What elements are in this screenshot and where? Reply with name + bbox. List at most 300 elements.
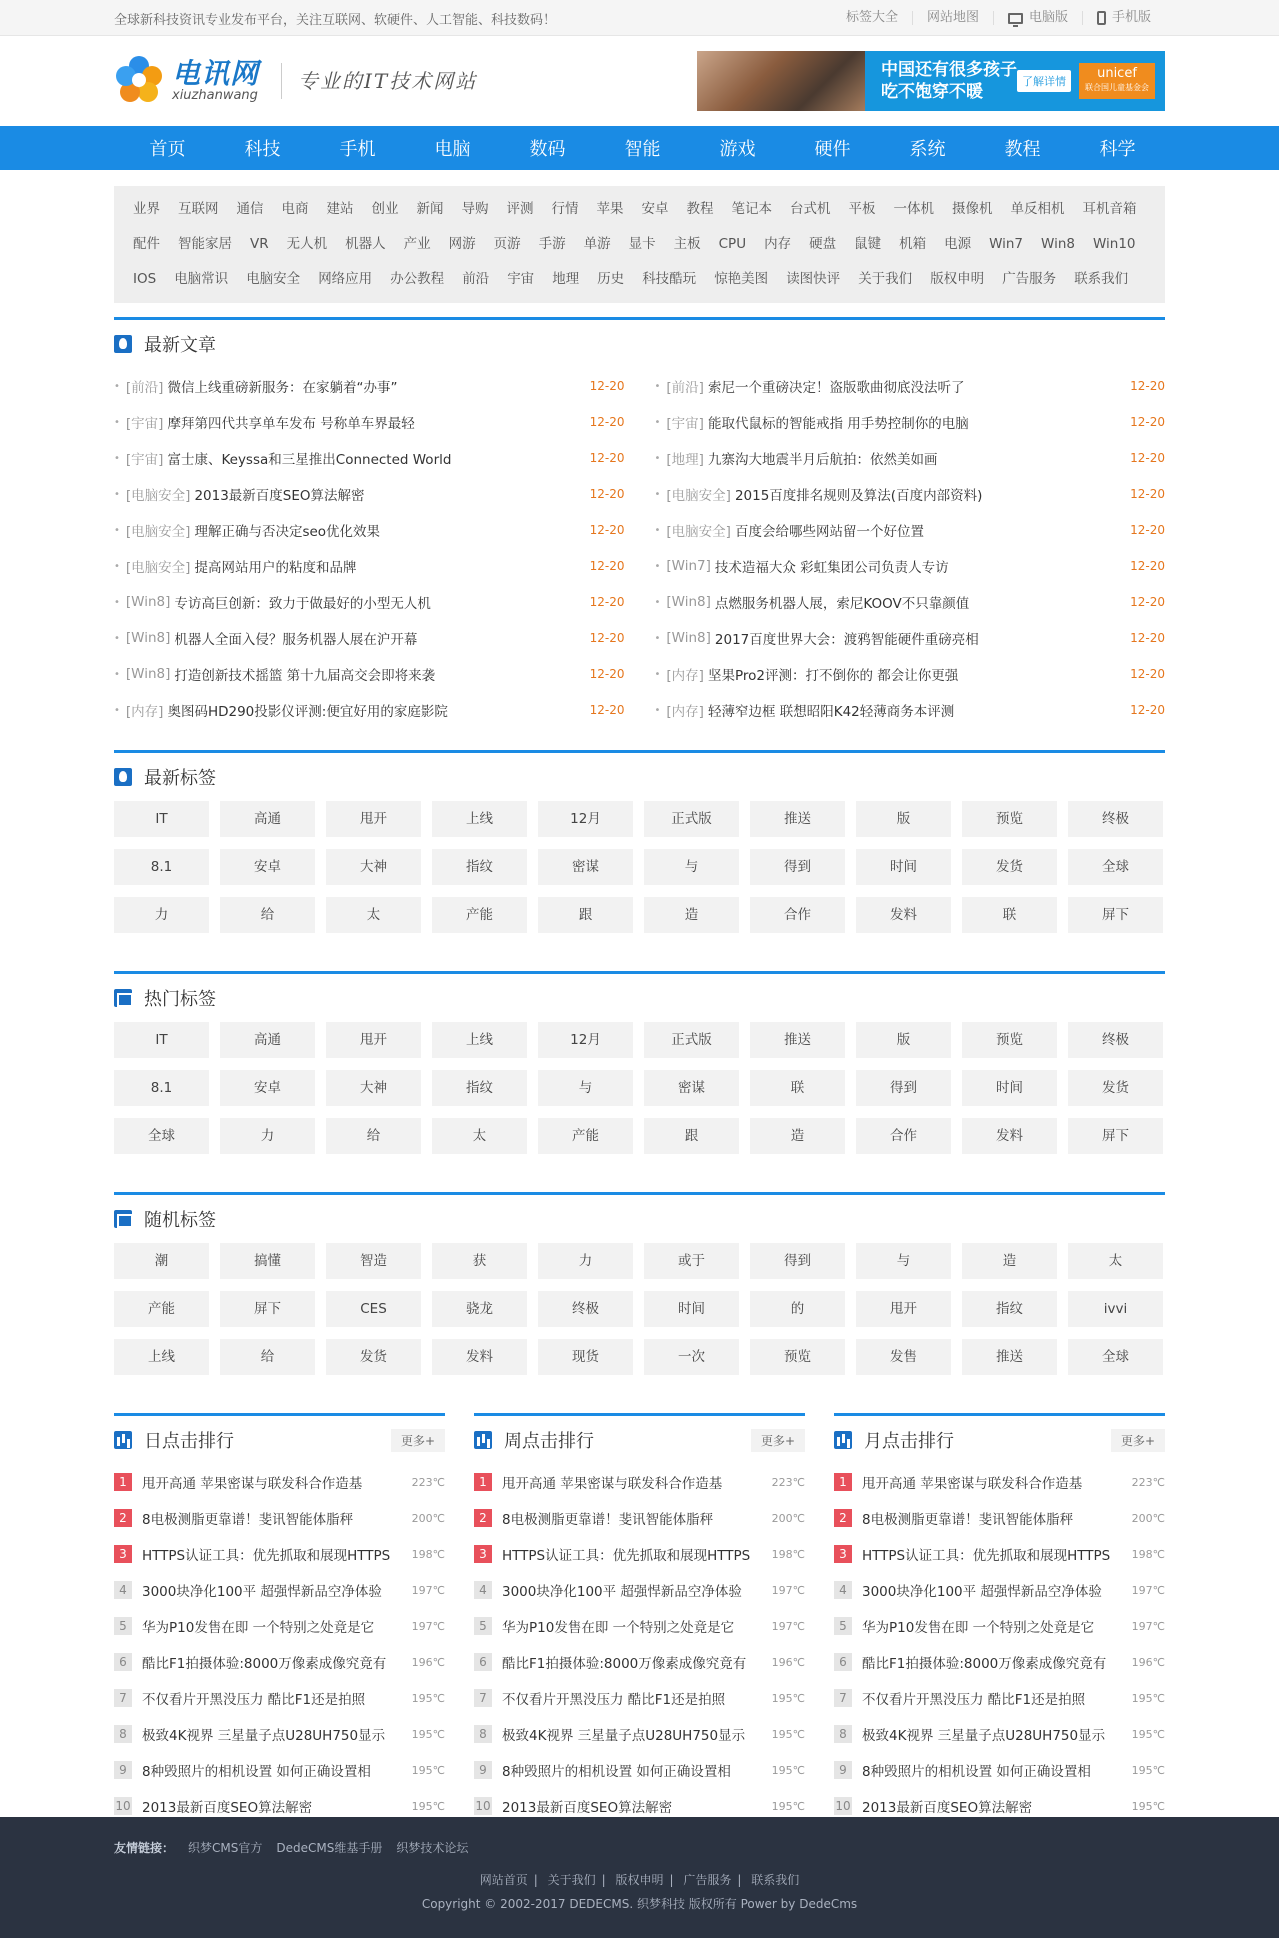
ad-banner[interactable] [697,51,1165,111]
tag-button[interactable]: 指纹 [962,1291,1057,1327]
article-category[interactable]: [电脑安全] [125,560,191,576]
article-title[interactable]: 专访高巨创新：致力于做最好的小型无人机 [174,596,431,612]
tag-button[interactable]: 一次 [644,1339,739,1375]
ranking-item[interactable] [114,1572,445,1608]
tag-button[interactable]: 终极 [1068,801,1163,837]
category-link[interactable]: 机器人 [345,236,386,252]
tag-button[interactable]: 造 [644,897,739,933]
ranking-item-title[interactable]: 8种毁照片的相机设置 如何正确设置相 [862,1764,1091,1780]
category-link[interactable]: 网游 [448,236,476,252]
category-link[interactable]: 页游 [493,236,521,252]
ranking-item[interactable] [474,1572,805,1608]
tag-button[interactable]: 发货 [326,1339,421,1375]
tag-button[interactable]: 与 [644,849,739,885]
mobile-version-label[interactable]: 手机版 [1111,10,1151,25]
tag-button[interactable]: 甩开 [326,1022,421,1058]
tag-button[interactable]: 指纹 [432,849,527,885]
category-link[interactable]: 电脑常识 [174,271,229,287]
tag-button[interactable]: 力 [538,1243,633,1279]
category-link[interactable]: 显卡 [628,236,656,252]
article-title[interactable]: 提高网站用户的粘度和品牌 [194,560,357,576]
friend-link[interactable]: DedeCMS维基手册 [276,1841,383,1855]
tag-button[interactable]: 联 [962,897,1057,933]
tag-button[interactable]: 大神 [326,849,421,885]
tag-button[interactable]: 发料 [432,1339,527,1375]
category-link[interactable]: 鼠键 [854,236,882,252]
category-link[interactable]: Win8 [1041,236,1075,252]
article-item[interactable] [655,584,1166,620]
category-link[interactable]: 办公教程 [390,271,445,287]
category-link[interactable]: 创业 [371,201,399,217]
article-category[interactable]: [Win8] [125,666,171,682]
category-link[interactable]: 导购 [461,201,489,217]
tag-button[interactable]: ivvi [1068,1291,1163,1327]
ranking-item-title[interactable]: 华为P10发售在即 一个特别之处竟是它 [862,1620,1095,1636]
article-category[interactable]: [内存] [666,668,704,684]
ranking-item[interactable] [474,1716,805,1752]
article-title[interactable]: 机器人全面入侵？服务机器人展在沪开幕 [174,632,418,648]
tag-button[interactable]: 高通 [220,1022,315,1058]
tag-button[interactable]: 全球 [1068,849,1163,885]
footer-link[interactable]: 关于我们 [547,1873,596,1887]
category-link[interactable]: 机箱 [899,236,927,252]
ranking-item-title[interactable]: 不仅看片开黑没压力 酷比F1还是拍照 [142,1692,366,1708]
ranking-item-title[interactable]: 华为P10发售在即 一个特别之处竟是它 [502,1620,735,1636]
article-item[interactable] [114,692,625,728]
ranking-item-title[interactable]: 甩开高通 苹果密谋与联发科合作造基 [862,1476,1083,1492]
article-category[interactable]: [宇宙] [125,452,164,468]
category-link[interactable]: 网络应用 [318,271,373,287]
category-link[interactable]: 业界 [133,201,160,217]
tag-button[interactable]: 发料 [856,897,951,933]
ranking-item[interactable] [114,1752,445,1788]
footer-link[interactable]: 广告服务 [683,1873,732,1887]
category-link[interactable]: 台式机 [790,201,831,217]
tag-button[interactable]: 密谋 [538,849,633,885]
ranking-item[interactable] [114,1608,445,1644]
article-item[interactable] [655,368,1166,404]
article-title[interactable]: 点燃服务机器人展，索尼KOOV不只靠颜值 [714,596,970,612]
more-button[interactable]: 更多+ [751,1429,805,1452]
article-item[interactable] [655,404,1166,440]
tag-button[interactable]: 屏下 [1068,1118,1163,1154]
category-link[interactable]: 建站 [326,201,354,217]
category-link[interactable]: 产业 [403,236,431,252]
category-link[interactable]: 平板 [848,201,876,217]
category-link[interactable]: CPU [718,236,747,252]
article-item[interactable] [655,476,1166,512]
ranking-item[interactable] [834,1608,1165,1644]
category-link[interactable]: VR [250,236,269,252]
tag-button[interactable]: 潮 [114,1243,209,1279]
ranking-item[interactable] [114,1536,445,1572]
article-category[interactable]: [电脑安全] [125,524,191,540]
article-item[interactable] [655,440,1166,476]
category-link[interactable]: 单反相机 [1010,201,1065,217]
tag-button[interactable]: 力 [114,897,209,933]
ranking-item-title[interactable]: 极致4K视界 三星量子点U28UH750显示 [502,1728,746,1744]
category-link[interactable]: 读图快评 [786,271,841,287]
article-category[interactable]: [内存] [666,704,704,720]
tag-button[interactable]: 版 [856,801,951,837]
ranking-item-title[interactable]: 不仅看片开黑没压力 酷比F1还是拍照 [502,1692,726,1708]
ranking-item-title[interactable]: HTTPS认证工具：优先抓取和展现HTTPS [502,1548,751,1564]
tag-button[interactable]: 造 [962,1243,1057,1279]
category-link[interactable]: 地理 [552,271,580,287]
category-link[interactable]: 手游 [538,236,566,252]
ranking-item-title[interactable]: 2013最新百度SEO算法解密 [142,1800,313,1816]
article-title[interactable]: 打造创新技术摇篮 第十九届高交会即将来袭 [174,668,436,684]
category-link[interactable]: 互联网 [178,201,219,217]
tag-button[interactable]: 12月 [538,801,633,837]
article-category[interactable]: [电脑安全] [125,488,191,504]
tag-button[interactable]: 全球 [114,1118,209,1154]
tag-button[interactable]: 得到 [856,1070,951,1106]
heat-value: 195℃ [411,1727,445,1741]
category-link[interactable]: 配件 [133,236,160,252]
tag-button[interactable]: 8.1 [114,1070,209,1106]
tag-button[interactable]: 得到 [750,1243,845,1279]
tag-button[interactable]: 发售 [856,1339,951,1375]
tag-button[interactable]: 12月 [538,1022,633,1058]
article-category[interactable]: [地理] [666,452,704,468]
footer-link[interactable]: 联系我们 [751,1873,800,1887]
nav-item[interactable]: 手机 [339,139,376,160]
tag-button[interactable]: IT [114,1022,209,1058]
article-item[interactable] [655,692,1166,728]
ranking-item[interactable] [114,1716,445,1752]
tag-index-link[interactable] [832,11,912,25]
tag-button[interactable]: 智造 [326,1243,421,1279]
article-category[interactable]: [Win8] [125,630,171,646]
article-title[interactable]: 富士康、Keyssa和三星推出Connected World [167,452,452,468]
tag-button[interactable]: 大神 [326,1070,421,1106]
book-icon [114,989,132,1007]
tag-button[interactable]: 发货 [962,849,1057,885]
ranking-item-title[interactable]: 2013最新百度SEO算法解密 [502,1800,673,1816]
ranking-item-title[interactable]: 8电极测脂更靠谱！斐讯智能体脂秤 [142,1512,354,1528]
ranking-item-title[interactable]: 8种毁照片的相机设置 如何正确设置相 [142,1764,371,1780]
article-category[interactable]: [电脑安全] [666,488,731,504]
category-link[interactable]: 硬盘 [809,236,837,252]
category-link[interactable]: 一体机 [893,201,934,217]
article-title[interactable]: 摩拜第四代共享单车发布 号称单车界最轻 [167,416,415,432]
tag-button[interactable]: 给 [220,897,315,933]
category-link[interactable]: 联系我们 [1074,271,1129,287]
ranking-item[interactable] [114,1464,445,1500]
tag-button[interactable]: 联 [750,1070,845,1106]
category-link[interactable]: 行情 [551,201,579,217]
tag-button[interactable]: 发料 [962,1118,1057,1154]
nav-item[interactable]: 数码 [529,139,566,160]
article-title[interactable]: 微信上线重磅新服务：在家躺着“办事” [167,380,398,396]
more-button[interactable]: 更多+ [1111,1429,1165,1452]
article-category[interactable]: [内存] [125,704,164,720]
ranking-item-title[interactable]: 华为P10发售在即 一个特别之处竟是它 [142,1620,375,1636]
tag-button[interactable]: 跟 [644,1118,739,1154]
ranking-item[interactable] [834,1464,1165,1500]
tag-button[interactable]: 安卓 [220,1070,315,1106]
category-link[interactable]: 电商 [281,201,309,217]
article-item[interactable] [655,620,1166,656]
tag-button[interactable]: 与 [856,1243,951,1279]
ranking-item[interactable] [474,1608,805,1644]
friend-link[interactable]: 织梦技术论坛 [396,1841,469,1855]
sitemap-link[interactable] [912,11,993,25]
tag-button[interactable]: 预览 [962,801,1057,837]
tag-button[interactable]: 发货 [1068,1070,1163,1106]
category-link[interactable]: 无人机 [286,236,328,252]
tag-button[interactable]: 8.1 [114,849,209,885]
article-title[interactable]: 九寨沟大地震半月后航拍：依然美如画 [707,452,938,468]
ranking-item[interactable] [834,1716,1165,1752]
article-title[interactable]: 2013最新百度SEO算法解密 [194,488,365,504]
ranking-item[interactable] [834,1572,1165,1608]
nav-item[interactable]: 游戏 [719,139,756,160]
article-title[interactable]: 技术造福大众 彩虹集团公司负责人专访 [714,560,949,576]
article-title[interactable]: 2015百度排名规则及算法(百度内部资料) [734,488,983,504]
tag-button[interactable]: 全球 [1068,1339,1163,1375]
category-link[interactable]: 电脑安全 [246,271,301,287]
category-link[interactable]: 笔记本 [731,201,772,217]
article-category[interactable]: [Win8] [666,630,711,646]
ranking-item[interactable] [834,1536,1165,1572]
nav-item[interactable]: 科学 [1099,139,1136,160]
ranking-item-title[interactable]: 不仅看片开黑没压力 酷比F1还是拍照 [862,1692,1086,1708]
article-item[interactable] [114,476,625,512]
tag-button[interactable]: 合作 [750,897,845,933]
ranking-item-title[interactable]: 甩开高通 苹果密谋与联发科合作造基 [142,1476,363,1492]
ranking-item-title[interactable]: 3000块净化100平 超强悍新品空净体验 [502,1584,742,1600]
tag-button[interactable]: 正式版 [644,1022,739,1058]
tag-button[interactable]: 屏下 [1068,897,1163,933]
tag-button[interactable]: 预览 [962,1022,1057,1058]
friend-link[interactable]: 织梦CMS官方 [188,1841,263,1855]
ranking-item-title[interactable]: 酷比F1拍摄体验:8000万像素成像究竟有 [502,1656,747,1672]
tag-button[interactable]: 获 [432,1243,527,1279]
tag-button[interactable]: 太 [326,897,421,933]
article-category[interactable]: [宇宙] [666,416,704,432]
article-title[interactable]: 能取代鼠标的智能戒指 用手势控制你的电脑 [707,416,969,432]
tag-button[interactable]: 上线 [432,801,527,837]
banner-detail-button[interactable]: 了解详情 [1017,70,1071,92]
category-link[interactable]: 通信 [236,201,264,217]
ranking-item[interactable] [114,1644,445,1680]
tag-button[interactable]: 合作 [856,1118,951,1154]
tag-button[interactable]: IT [114,801,209,837]
category-link[interactable]: 惊艳美图 [714,271,769,287]
article-category[interactable]: [前沿] [666,380,704,396]
category-link[interactable]: Win10 [1092,236,1136,252]
tag-button[interactable]: 终极 [1068,1022,1163,1058]
tag-button[interactable]: 产能 [538,1118,633,1154]
nav-item[interactable]: 科技 [244,139,281,160]
nav-item[interactable]: 系统 [909,139,946,160]
ranking-item-title[interactable]: 酷比F1拍摄体验:8000万像素成像究竟有 [142,1656,387,1672]
tag-button[interactable]: 给 [220,1339,315,1375]
category-link[interactable]: 前沿 [462,271,490,287]
article-category[interactable]: [Win7] [666,558,711,574]
site-logo[interactable] [114,56,259,106]
article-item[interactable] [114,584,625,620]
ranking-item[interactable] [834,1680,1165,1716]
tag-button[interactable]: 太 [432,1118,527,1154]
tag-button[interactable]: 版 [856,1022,951,1058]
tag-button[interactable]: 时间 [856,849,951,885]
nav-item[interactable]: 教程 [1004,139,1041,160]
category-link[interactable]: 摄像机 [952,201,993,217]
tag-button[interactable]: 推送 [750,1022,845,1058]
footer-link[interactable]: 版权申明 [615,1873,664,1887]
article-category[interactable]: [电脑安全] [666,524,731,540]
category-link[interactable]: 单游 [583,236,611,252]
tag-button[interactable]: 甩开 [326,801,421,837]
category-link[interactable]: IOS [133,271,157,287]
ranking-item-title[interactable]: 3000块净化100平 超强悍新品空净体验 [862,1584,1102,1600]
category-link[interactable]: 耳机音箱 [1082,201,1137,217]
nav-item[interactable]: 硬件 [814,139,851,160]
category-link[interactable]: 版权申明 [930,271,985,287]
ranking-item-title[interactable]: 极致4K视界 三星量子点U28UH750显示 [142,1728,386,1744]
article-date: 12-20 [1130,559,1165,573]
ranking-item-title[interactable]: 2013最新百度SEO算法解密 [862,1800,1033,1816]
tag-button[interactable]: 正式版 [644,801,739,837]
nav-item[interactable]: 首页 [149,139,186,160]
ranking-item-title[interactable]: 甩开高通 苹果密谋与联发科合作造基 [502,1476,723,1492]
tag-button[interactable]: 产能 [432,897,527,933]
tag-button[interactable]: 上线 [114,1339,209,1375]
tag-button[interactable]: 密谋 [644,1070,739,1106]
ranking-item-title[interactable]: HTTPS认证工具：优先抓取和展现HTTPS [862,1548,1111,1564]
ranking-item[interactable] [834,1500,1165,1536]
tag-button[interactable]: 或于 [644,1243,739,1279]
ranking-item[interactable] [114,1680,445,1716]
ranking-item-title[interactable]: 8种毁照片的相机设置 如何正确设置相 [502,1764,731,1780]
ranking-item[interactable] [114,1500,445,1536]
category-link[interactable]: 智能家居 [178,236,232,252]
ranking-item[interactable] [474,1680,805,1716]
category-link[interactable]: Win7 [989,236,1024,252]
article-category[interactable]: [Win8] [666,594,711,610]
article-title[interactable]: 2017百度世界大会：渡鸦智能硬件重磅亮相 [714,632,979,648]
tag-button[interactable]: 造 [750,1118,845,1154]
article-category[interactable]: [Win8] [125,594,171,610]
article-item[interactable] [114,440,625,476]
article-title[interactable]: 轻薄窄边框 联想昭阳K42轻薄商务本评测 [707,704,955,720]
category-link[interactable]: 苹果 [596,201,624,217]
category-link[interactable]: 宇宙 [507,271,535,287]
mobile-version-link[interactable] [1082,11,1165,25]
tag-button[interactable]: 推送 [962,1339,1057,1375]
category-link[interactable]: 教程 [686,201,714,217]
category-link[interactable]: 科技酷玩 [642,271,697,287]
article-title[interactable]: 理解正确与否决定seo优化效果 [194,524,381,540]
sitemap-link-label[interactable]: 网站地图 [926,10,979,25]
tag-button[interactable]: 跟 [538,897,633,933]
category-link[interactable]: 关于我们 [858,271,913,287]
tag-button[interactable]: 时间 [644,1291,739,1327]
tag-button[interactable]: 时间 [962,1070,1057,1106]
article-item[interactable] [114,404,625,440]
article-title[interactable]: 百度会给哪些网站留一个好位置 [734,524,924,540]
category-link[interactable]: 主板 [673,236,701,252]
tag-button[interactable]: CES [326,1291,421,1327]
tag-button[interactable]: 终极 [538,1291,633,1327]
article-category[interactable]: [前沿] [125,380,164,396]
tag-button[interactable]: 产能 [114,1291,209,1327]
category-link[interactable]: 内存 [764,236,792,252]
footer-link[interactable]: 网站首页 [479,1873,528,1887]
pc-version-link[interactable] [993,11,1082,25]
ranking-item[interactable] [834,1644,1165,1680]
article-item[interactable] [114,656,625,692]
tag-button[interactable]: 骁龙 [432,1291,527,1327]
category-link[interactable]: 广告服务 [1002,271,1057,287]
ranking-item-title[interactable]: HTTPS认证工具：优先抓取和展现HTTPS [142,1548,391,1564]
tag-button[interactable]: 屏下 [220,1291,315,1327]
category-link[interactable]: 电源 [944,236,972,252]
tag-button[interactable]: 得到 [750,849,845,885]
tag-button[interactable]: 预览 [750,1339,845,1375]
nav-item[interactable]: 电脑 [434,139,471,160]
ranking-item-title[interactable]: 酷比F1拍摄体验:8000万像素成像究竟有 [862,1656,1107,1672]
ranking-item[interactable] [474,1464,805,1500]
tag-button[interactable]: 太 [1068,1243,1163,1279]
tag-button[interactable]: 力 [220,1118,315,1154]
tag-button[interactable]: 推送 [750,801,845,837]
ranking-item[interactable] [474,1536,805,1572]
tag-button[interactable]: 高通 [220,801,315,837]
tag-button[interactable]: 搞懂 [220,1243,315,1279]
article-item[interactable] [114,548,625,584]
article-title[interactable]: 索尼一个重磅决定！盗版歌曲彻底没法听了 [707,380,965,396]
more-button[interactable]: 更多+ [391,1429,445,1452]
tag-button[interactable]: 指纹 [432,1070,527,1106]
tag-button[interactable]: 给 [326,1118,421,1154]
tag-button[interactable]: 与 [538,1070,633,1106]
ranking-item[interactable] [834,1752,1165,1788]
tag-button[interactable]: 安卓 [220,849,315,885]
ranking-item-title[interactable]: 极致4K视界 三星量子点U28UH750显示 [862,1728,1106,1744]
tag-index-link-label[interactable]: 标签大全 [845,10,898,25]
ranking-item-title[interactable]: 3000块净化100平 超强悍新品空净体验 [142,1584,382,1600]
ranking-item[interactable] [474,1752,805,1788]
tag-button[interactable]: 甩开 [856,1291,951,1327]
article-item[interactable] [114,620,625,656]
pc-version-label[interactable]: 电脑版 [1028,10,1068,25]
tag-button[interactable]: 现货 [538,1339,633,1375]
article-item[interactable] [114,368,625,404]
article-title[interactable]: 坚果Pro2评测：打不倒你的 都会让你更强 [707,668,959,684]
article-item[interactable] [655,656,1166,692]
category-link[interactable]: 安卓 [641,201,669,217]
category-link[interactable]: 评测 [506,201,534,217]
ranking-item[interactable] [474,1644,805,1680]
category-link[interactable]: 历史 [597,271,625,287]
article-title[interactable]: 奥图码HD290投影仪评测:便宜好用的家庭影院 [167,704,448,720]
article-item[interactable] [655,548,1166,584]
ranking-item-title[interactable]: 8电极测脂更靠谱！斐讯智能体脂秤 [862,1512,1074,1528]
article-item[interactable] [114,512,625,548]
category-link[interactable]: 新闻 [416,201,444,217]
article-category[interactable]: [宇宙] [125,416,164,432]
article-item[interactable] [655,512,1166,548]
nav-item[interactable]: 智能 [624,139,661,160]
ranking-item[interactable] [474,1500,805,1536]
tag-button[interactable]: 的 [750,1291,845,1327]
ranking-item-title[interactable]: 8电极测脂更靠谱！斐讯智能体脂秤 [502,1512,714,1528]
tag-button[interactable]: 上线 [432,1022,527,1058]
